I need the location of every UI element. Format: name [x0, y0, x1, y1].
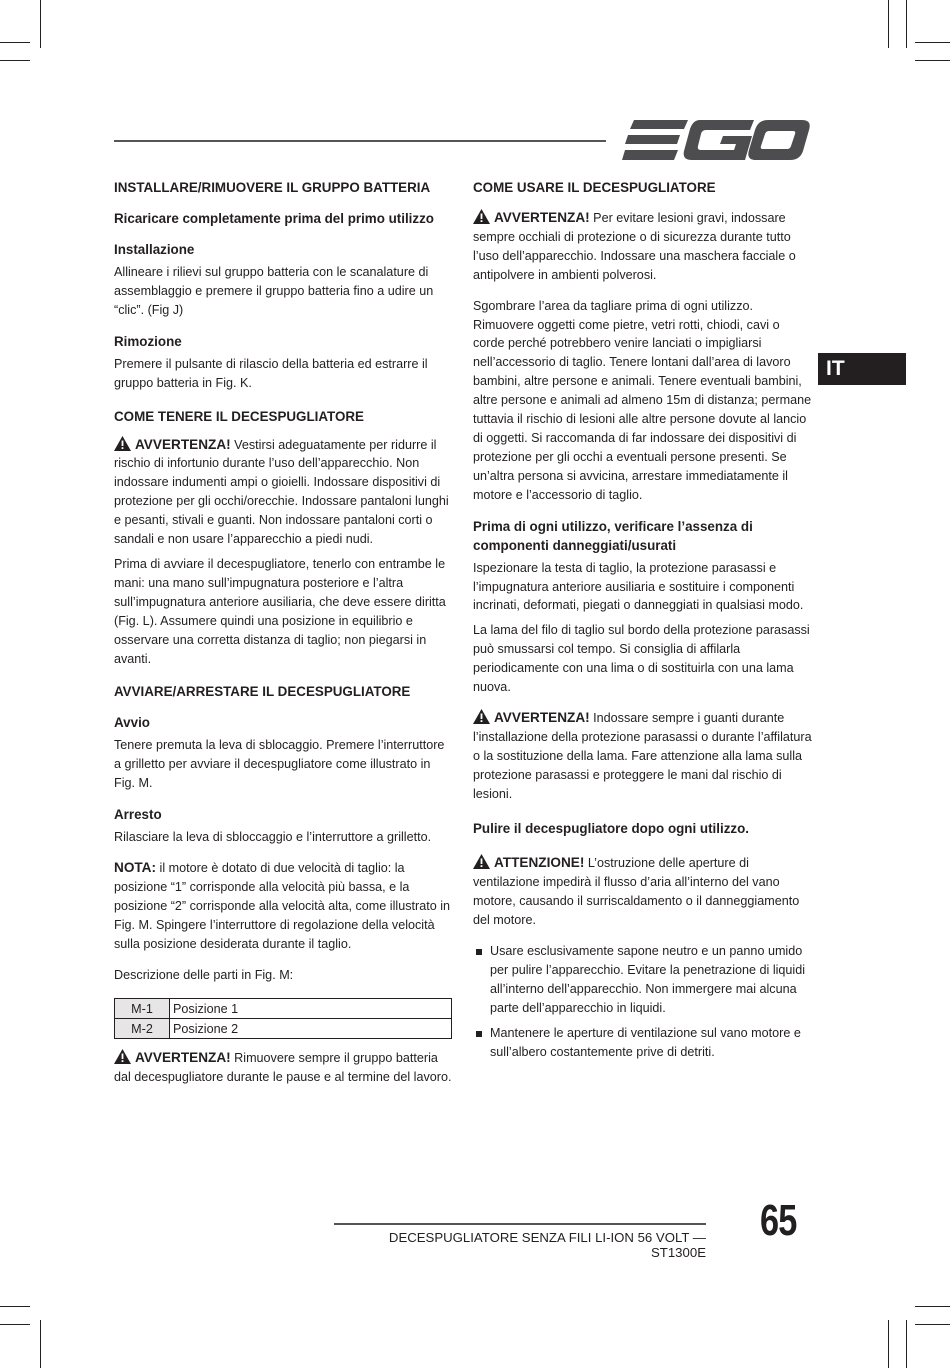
stop-heading: Arresto — [114, 807, 162, 823]
warning-text: Vestirsi adeguatamente per ridurre il rischio di infortunio durante l’uso dell’apparecchio. Non indossare indumenti ampi o gioielli. Indossare dispositivi di protezione per gli occhi/orecchie. Indossare pantaloni lunghi e pesanti, stivali e guanti. Non indossare pantaloni corti o sandali e non usare l’apparecchio a piedi nudi. — [114, 437, 449, 547]
crop-mark — [0, 1306, 30, 1307]
section-heading-start-stop: AVVIARE/ARRESTARE IL DECESPUGLIATORE — [114, 684, 411, 700]
footer-product-title: DECESPUGLIATORE SENZA FILI LI-ION 56 VOLT — ST1300E — [388, 1230, 706, 1260]
note-paragraph — [114, 859, 454, 954]
crop-mark — [0, 1324, 30, 1325]
crop-mark — [915, 1306, 950, 1307]
note-label: NOTA: — [114, 860, 157, 876]
table-row — [115, 1019, 452, 1039]
crop-mark — [906, 0, 907, 48]
check-text: Ispezionare la testa di taglio, la protezione parasassi e l’impugnatura anteriore ausiliaria e sostituire i componenti incrinati, deformati, piegati o danneggiati in qualsiasi modo. — [473, 560, 804, 613]
parts-intro: Descrizione delle parti in Fig. M: — [114, 967, 294, 982]
warning-triangle-icon — [473, 209, 490, 224]
battery-warning — [114, 1049, 454, 1087]
part-code: M-2 — [115, 1019, 170, 1039]
crop-mark — [915, 1324, 950, 1325]
crop-mark — [888, 1320, 889, 1368]
blade-text: La lama del filo di taglio sul bordo della protezione parasassi può smussarsi col tempo. Si consiglia di affilarla periodicamente con una lima o di sostituirla con una lama nuova. — [473, 623, 810, 695]
crop-mark — [0, 60, 30, 61]
warning-triangle-icon — [114, 1049, 131, 1064]
warning-label: AVVERTENZA! — [494, 709, 590, 725]
installation-text: Allineare i rilievi sul gruppo batteria con le scanalature di assemblaggio e premere il gruppo batteria fino a udire un “clic”. (Fig J) — [114, 265, 434, 317]
removal-text: Premere il pulsante di rilascio della batteria ed estrarre il gruppo batteria in Fig. K. — [114, 356, 428, 390]
crop-mark — [915, 60, 950, 61]
warning-label: AVVERTENZA! — [135, 1050, 231, 1066]
installation-heading: Installazione — [114, 242, 195, 257]
list-item: Mantenere le aperture di ventilazione sul vano motore e sull’albero costantemente prive di detriti. — [473, 1024, 813, 1062]
language-tab: IT — [818, 353, 906, 385]
caution-text: L’ostruzione delle aperture di ventilazione impedirà il flusso d’aria all’interno del vano motore, causando il surriscaldamento o il danneggiamento del motore. — [473, 856, 800, 928]
crop-mark — [888, 0, 889, 48]
crop-mark — [906, 1320, 907, 1368]
cleaning-list — [473, 942, 813, 1061]
clean-heading: Pulire il decespugliatore dopo ogni utilizzo. — [473, 821, 750, 837]
section-heading-use: COME USARE IL DECESPUGLIATORE — [473, 180, 716, 195]
page-number: 65 — [760, 1196, 797, 1245]
right-column — [473, 178, 813, 1068]
charge-subheading: Ricaricare completamente prima del primo utilizzo — [114, 211, 434, 226]
crop-mark — [40, 0, 41, 48]
caution-warning — [473, 854, 813, 930]
hold-warning — [114, 436, 454, 549]
list-item: Usare esclusivamente sapone neutro e un panno umido per pulire l’apparecchio. Evitare la penetrazione di liquidi all’interno dell’apparecchio. Non immergere mai alcuna parte dell’apparecchio in liquidi. — [473, 942, 813, 1018]
crop-mark — [0, 42, 30, 43]
warning-triangle-icon — [114, 436, 131, 451]
section-heading-battery: INSTALLARE/RIMUOVERE IL GRUPPO BATTERIA — [114, 180, 431, 195]
section-heading-hold: COME TENERE IL DECESPUGLIATORE — [114, 408, 364, 424]
header-rule — [114, 140, 606, 142]
caution-label: ATTENZIONE! — [494, 855, 585, 871]
warning-triangle-icon — [473, 709, 490, 724]
warning-label: AVVERTENZA! — [494, 210, 590, 225]
warning-triangle-icon — [473, 854, 490, 869]
table-row — [115, 999, 452, 1019]
stop-text: Rilasciare la leva di sbloccaggio e l’interruttore a grilletto. — [114, 830, 432, 845]
left-column — [114, 178, 454, 1087]
crop-mark — [40, 1320, 41, 1368]
warning-text: Per evitare lesioni gravi, indossare sempre occhiali di protezione o di sicurezza durante tutto l’uso dell’apparecchio. Indossare una maschera facciale o antipolvere in ambienti polverosi. — [473, 211, 796, 282]
removal-heading: Rimozione — [114, 333, 182, 349]
warning-text: Indossare sempre i guanti durante l’installazione della protezione parasassi o durante l’affilatura o la sostituzione della lama. Fare attenzione alla lama sulla protezione parasassi e proteggere le mani dal rischio di lesioni. — [473, 710, 812, 801]
crop-mark — [915, 42, 950, 43]
start-text: Tenere premuta la leva di sblocaggio. Premere l’interruttore a grilletto per avviare il decespugliatore come illustrato in Fig. M. — [114, 738, 445, 791]
footer-rule — [334, 1223, 706, 1225]
parts-table — [114, 998, 452, 1039]
ego-logo — [622, 118, 810, 162]
part-label: Posizione 2 — [170, 1019, 452, 1039]
hold-text: Prima di avviare il decespugliatore, tenerlo con entrambe le mani: una mano sull’impugnatura posteriore e l’altra sull’impugnatura anteriore ausiliaria, che deve essere diritta (Fig. L). Assumere quindi una posizione in equilibrio e osservare una corretta distanza di taglio; non piegarsi in avanti. — [114, 556, 446, 666]
note-text: il motore è dotato di due velocità di taglio: la posizione “1” corrisponde alla velocità più bassa, e la posizione “2” corrisponde alla velocità alta, come illustrato in Fig. M. Spingere l’interruttore di regolazione della velocità sulla posizione desiderata durante il taglio. — [114, 861, 450, 951]
part-label: Posizione 1 — [170, 999, 452, 1019]
warning-label: AVVERTENZA! — [135, 436, 231, 452]
use-warning — [473, 209, 813, 285]
gloves-warning — [473, 709, 813, 804]
start-heading: Avvio — [114, 715, 150, 731]
check-heading: Prima di ogni utilizzo, verificare l’assenza di componenti danneggiati/usurati — [473, 518, 753, 553]
clear-area-text: Sgombrare l’area da tagliare prima di ogni utilizzo. Rimuovere oggetti come pietre, vetri rotti, chiodi, cavi o corde perché potrebbero venire lanciati o impigliarsi nell’accessorio di taglio. Tenere lontani dall’area di lavoro bambini, altre persone e animali. Tenere eventuali bambini, altre persone e animali ad almeno 15m di distanza; permane tuttavia il rischio di lesioni alle altre persone dovute al lancio di oggetti. Si raccomanda di far indossare dei dispositivi di protezione per gli occhi a eventuali persone presenti. Se un’altra persona si avvicina, arrestare immediatamente il motore e l’accessorio di taglio. — [473, 298, 812, 502]
part-code: M-1 — [115, 999, 170, 1019]
warning-text: Rimuovere sempre il gruppo batteria dal decespugliatore durante le pause e al termine del lavoro. — [114, 1051, 452, 1085]
